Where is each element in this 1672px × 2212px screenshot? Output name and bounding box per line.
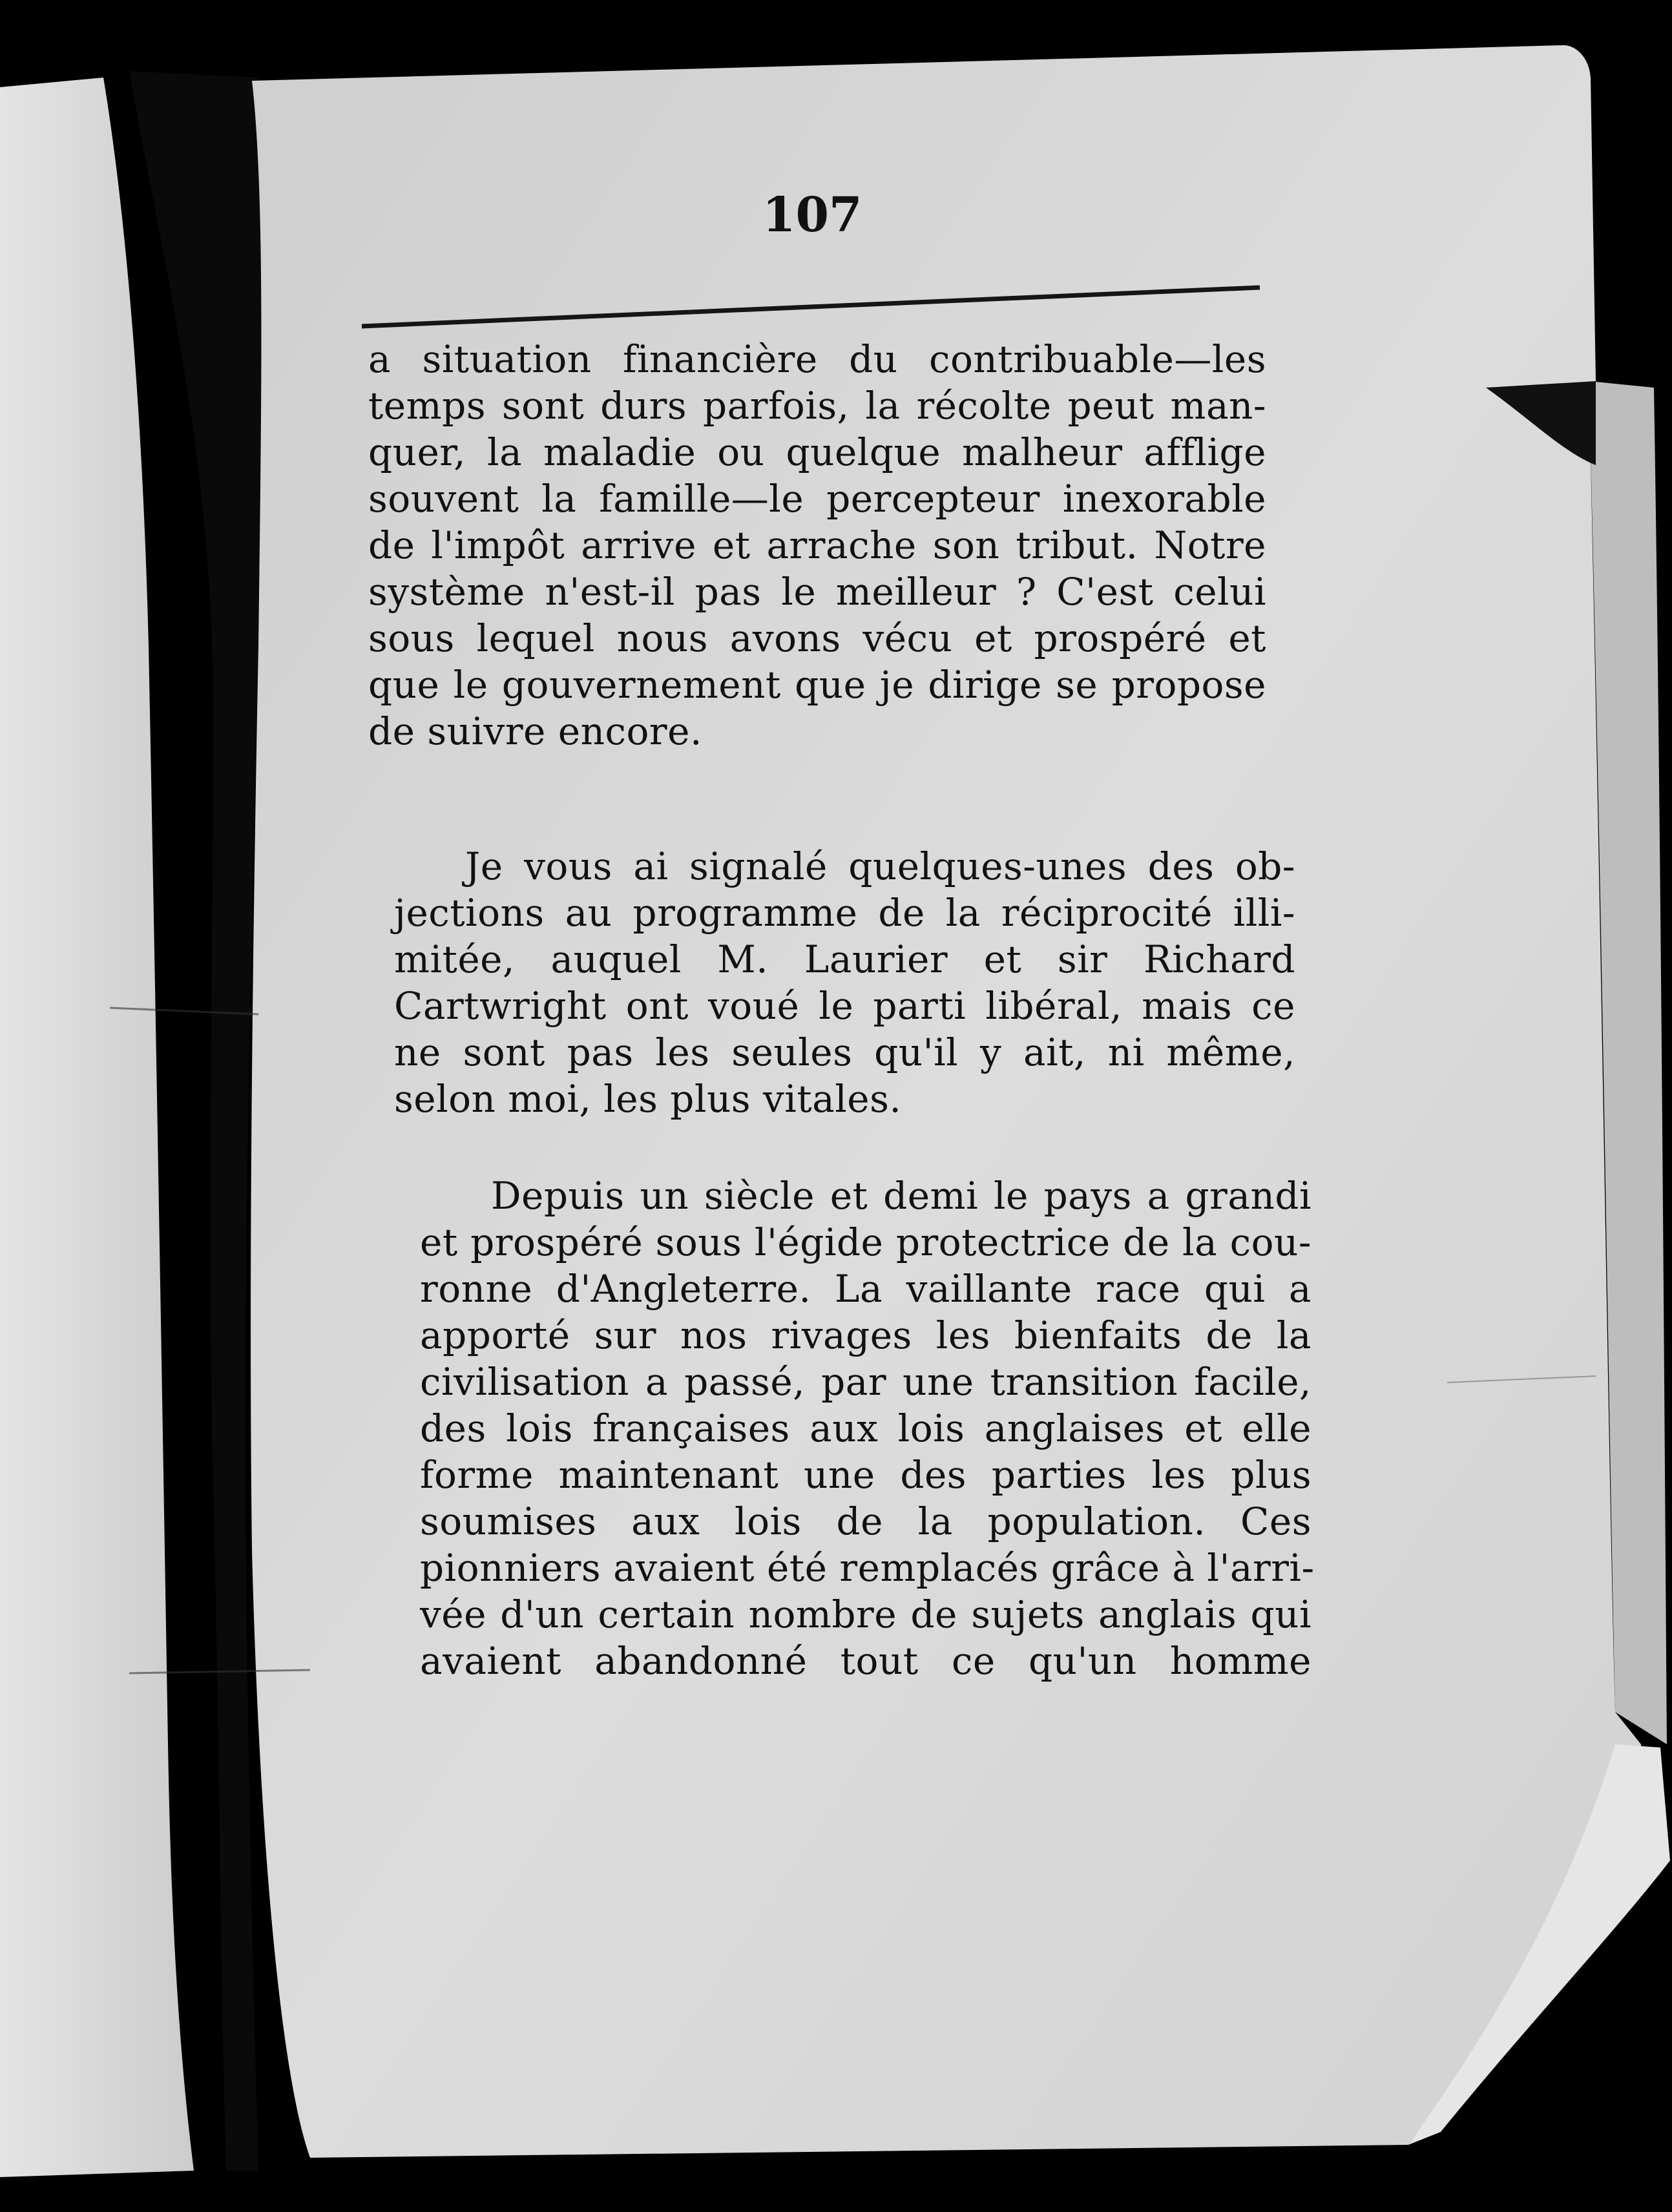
paragraph-3 — [420, 1173, 1315, 1684]
left-page-edge — [0, 78, 194, 2177]
page-number: 107 — [762, 187, 862, 243]
text-line: ne sont pas les seules qu'il y ait, ni même, — [394, 1030, 1295, 1074]
text-line: souvent la famille—le percepteur inexorable — [368, 477, 1266, 521]
paragraph-1 — [368, 336, 1266, 755]
paragraph-2 — [394, 843, 1295, 1122]
text-line: civilisation a passé, par une transition facile, — [420, 1360, 1311, 1404]
text-line: Depuis un siècle et demi le pays a grandi — [491, 1174, 1311, 1218]
text-line: soumises aux lois de la population. Ces — [420, 1499, 1311, 1543]
text-line: vée d'un certain nombre de sujets anglais qui — [420, 1592, 1311, 1636]
text-line: pionniers avaient été remplacés grâce à l'arri- — [420, 1546, 1315, 1590]
text-line: selon moi, les plus vitales. — [394, 1077, 902, 1121]
text-line: système n'est-il pas le meilleur ? C'est celui — [368, 570, 1266, 614]
text-line: avaient abandonné tout ce qu'un homme — [420, 1639, 1311, 1683]
text-line: forme maintenant une des parties les plus — [420, 1453, 1311, 1497]
text-line: Cartwright ont voué le parti libéral, mais ce — [394, 984, 1295, 1028]
text-line: apporté sur nos rivages les bienfaits de la — [420, 1313, 1311, 1357]
text-line: de suivre encore. — [368, 709, 702, 753]
text-line: temps sont durs parfois, la récolte peut man- — [368, 384, 1266, 428]
text-line: sous lequel nous avons vécu et prospéré et — [368, 616, 1266, 660]
text-line: des lois françaises aux lois anglaises et elle — [420, 1406, 1311, 1450]
text-line: ronne d'Angleterre. La vaillante race qui a — [420, 1267, 1311, 1311]
text-line: quer, la maladie ou quelque malheur afflige — [368, 430, 1266, 474]
text-line: et prospéré sous l'égide protectrice de la cou- — [420, 1220, 1311, 1264]
text-line: a situation financière du contribuable—les — [368, 337, 1266, 381]
text-line: que le gouvernement que je dirige se propose — [368, 663, 1266, 707]
text-line: jections au programme de la réciprocité illi- — [394, 891, 1295, 935]
text-line: Je vous ai signalé quelques-unes des ob- — [465, 844, 1295, 888]
text-line: mitée, auquel M. Laurier et sir Richard — [394, 937, 1295, 981]
text-line: de l'impôt arrive et arrache son tribut. Notre — [368, 523, 1266, 567]
